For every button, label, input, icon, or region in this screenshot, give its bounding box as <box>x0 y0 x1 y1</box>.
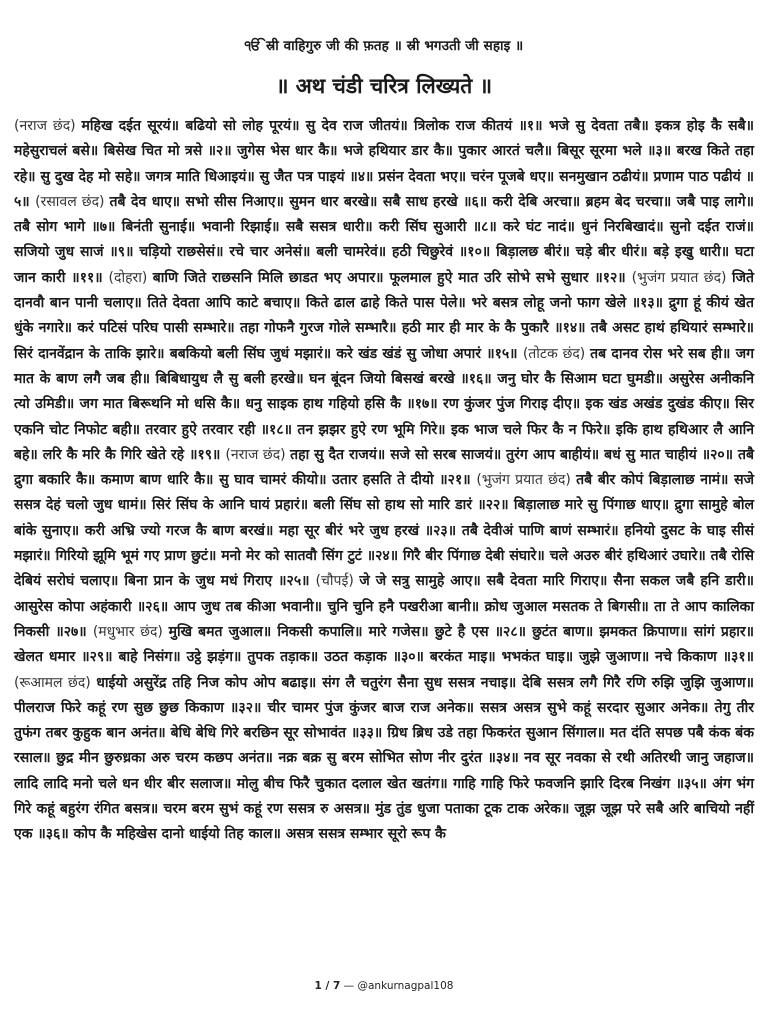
meter-label: (नराज छंद) <box>14 118 82 134</box>
meter-label: (नराज छंद) <box>225 446 291 463</box>
verse-text: धाईयो असुरेंद्र तहि निज कोप ओप बढाइ॥ संग लै चतुरंग सैना सुध ससत्र नचाइ॥ देबि ससत्र लगै गिरै रणि रुझि जुझि जुआण॥ पीलराज फिरे कहूं रण सुछ छुछ किकाण ॥३२॥ चीर चामर पुंज कुंजर बाज राज अनेक॥ ससत्र असत्र सुभे कहूं सरदार सुआर अनेक॥ तेगु तीर तुफंग तबर कुहुक बान अनंत॥ बेधि बेधि गिरे बरछिन सूर सोभावंत ॥३३॥ ग्रिध ब्रिध उडे तहा फिकरंत सुआन सिंगाल॥ मत दंति सपछ पबै कंक बंक रसाल॥ छुद्र मीन छुरुध्रका अरु चरम कछप अनंत॥ नक्र बक्र सु बरम सोभित सोण नीर दुरंत ॥३४॥ नव सूर नवका से रथी अतिरथी जानु जहाज॥ लादि लादि मनो चले धन धीर बीर सलाज॥ मोलु बीच फिरै चुकात दलाल खेत खतंग॥ गाहि गाहि फिरे फवजनि झारि दिरब निखंग ॥३५॥ अंग भंग गिरे कहूं बहुरंग रंगित बसत्र॥ चरम बरम सुभं कहूं रण ससत्र रु असत्र॥ मुंड तुंड धुजा पताका टूक टाक अरेक॥ जूझ जूझ परे सबै अरि बाचियो नहीं एक ॥३६॥ कोप कै महिखेस दानो धाईयो तिह काल॥ असत्र ससत्र सम्भार सूरो रूप कै <box>14 674 754 843</box>
verse-text: तहा सु दैत राजयं॥ सजे सो सरब साजयं॥ तुरंग आप बाहीयं॥ बधं सु मात चाहीयं ॥२०॥ तबै द्रुगा बकारि कै॥ कमाण बाण धारि कै॥ सु घाव चामरं कीयो॥ उतार हसति ते दीयो ॥२१॥ <box>14 446 754 489</box>
verse-text: तबै बीर कोपं बिड़ालाछ नामं॥ सजे ससत्र देहं चलो जुध धामं॥ सिरं सिंघ के आनि घायं प्रहारं॥ बली सिंघ सो हाथ सो मारि डारं ॥२२॥ बिड़ालाछ मारे सु पिंगाछ धाए॥ द्रुगा सामुहे बोल बांके सुनाए॥ करी अभ्रि ज्यो गरज कै बाण बरखं॥ महा सूर बीरं भरे जुध हरखं ॥२३॥ तबै देवीअं पाणि बाणं सम्भारं॥ हनियो दुसट के घाइ सीसं मझारं॥ गिरियो झूमि भूमं गए प्राण छुटं॥ मनो मेर को सातवौ सिंग टुटं ॥२४॥ गिरै बीर पिंगाछ देबी संघारे॥ चले अउरु बीरं हथिआरं उघारे॥ तबै रोसि देबियं सरोघं चलाए॥ बिना प्रान के जुध मधं गिराए ॥२५॥ <box>14 472 755 590</box>
meter-label: (रूआमल छंद) <box>14 674 97 691</box>
verse-text: तबै देव धाए॥ सभो सीस निआए॥ सुमन धार बरखे॥ सबै साध हरखे ॥६॥ करी देबि अरचा॥ ब्रहम बेद चरचा॥ जबै पाइ लागे॥ तबै सोग भागे ॥७॥ बिनंती सुनाई॥ भवानी रिझाई॥ सबै ससत्र धारी॥ करी सिंघ सुआरी ॥८॥ करे घंट नादं॥ धुनं निरबिखादं॥ सुनो दईत राजं॥ सजियो जुध साजं ॥९॥ चड़ियो राछसेसं॥ रचे चार अनेसं॥ बली चामरेवं॥ हठी चिछुरेवं ॥१०॥ बिड़ालछ बीरं॥ चड़े बीर धीरं॥ बड़े इखु धारी॥ घटा जान कारी ॥११॥ <box>14 193 754 286</box>
verse-text: मुखि बमत जुआल॥ निकसी कपालि॥ मारे गजेस॥ छुटे है एस ॥२८॥ छुटंत बाण॥ झमकत क्रिपाण॥ सांगं प्रहार॥ खेलत धमार ॥२९॥ बाहे निसंग॥ उट्ठे झड़ंग॥ तुपक तड़ाक॥ उठत कड़ाक ॥३०॥ बरकंत माइ॥ भभकंत घाइ॥ जुझे जुआण॥ नचे किकाण ॥३१॥ <box>14 623 754 666</box>
footer-separator: — <box>340 980 358 992</box>
meter-label: (भुजंग प्रयात छंद) <box>476 472 577 489</box>
meter-label: (तोटक छंद) <box>522 345 591 362</box>
page-number: 1 / 7 <box>314 980 341 992</box>
page-footer <box>0 980 768 992</box>
body-text <box>14 114 754 848</box>
meter-label: (मधुभार छंद) <box>92 623 169 640</box>
meter-label: (रसावल छंद) <box>35 193 110 210</box>
meter-label: (भुजंग प्रयात छंद) <box>631 269 732 286</box>
verse-text: जिते दानवौ बान पानी चलाए॥ तिते देवता आपि काटे बचाए॥ किते ढाल ढाहे किते पास पेले॥ भरे बसत्र लोहू जनो फाग खेले ॥१३॥ द्रुगा हूं कीयं खेत धुंके नगारे॥ करं पटिसं परिघ पासी सम्भारे॥ तहा गोफनै गुरज गोले सम्भारै॥ हठी मार ही मार के कै पुकारै ॥१४॥ तबै असट हाथं हथियारं सम्भारे॥ सिरं दानवेंद्रान के ताकि झारे॥ बबकियो बली सिंघ जुधं मझारं॥ करे खंड खंडं सु जोधा अपारं ॥१५॥ <box>14 269 754 362</box>
verse-text: तब दानव रोस भरे सब ही॥ जग मात के बाण लगै जब ही॥ बिबिधायुध लै सु बली हरखे॥ घन बूंदन जियो बिसखं बरखे ॥१६॥ जनु घोर कै सिआम घटा घुमडी॥ असुरेस अनीकनि त्यो उमिडी॥ जग मात बिरूथनि मो धसि कै॥ धनु साइक हाथ गहियो हसि कै ॥१७॥ रण कुंजर पुंज गिराइ दीए॥ इक खंड अखंड दुखंड कीए॥ सिर एकनि चोट निफोट बही॥ तरवार हुऐ तरवार रही ॥१८॥ तन झझर हुऐ रण भूमि गिरे॥ इक भाज चले फिर कै न फिरे॥ इकि हाथ हथिआर लै आनि बहे॥ लरि कै मरि कै गिरि खेते रहे ॥१९॥ <box>14 345 754 463</box>
page-title: ॥ अथ चंडी चरित्र लिख्यते ॥ <box>275 74 493 98</box>
meter-label: (दोहरा) <box>108 269 153 286</box>
verse-text: बाणि जिते राछसनि मिलि छाडत भए अपार॥ फूलमाल हुऐ मात उरि सोभे सभे सुधार ॥१२॥ <box>152 269 632 286</box>
verse-text: जे जे सत्रु सामुहे आए॥ सबै देवता मारि गिराए॥ सैना सकल जबै हनि डारी॥ आसुरेस कोपा अहंकारी ॥२६॥ आप जुध तब कीआ भवानी॥ चुनि चुनि हनै पखरीआ बानी॥ क्रोध जुआल मसतक ते बिगसी॥ ता ते आप कालिका निकसी ॥२७॥ <box>14 573 755 640</box>
verse-text: महिख दईत सूरयं॥ बढियो सो लोह पूरयं॥ सु देव राज जीतयं॥ त्रिलोक राज कीतयं ॥१॥ भजे सु देवता तबै॥ इकत्र होइ कै सबै॥ महेसुराचलं बसे॥ बिसेख चित मो त्रसे ॥२॥ जुगेस भेस धार कै॥ भजे हथियार डार कै॥ पुकार आरतं चलै॥ बिसूर सूरमा भले ॥३॥ बरख किते तहा रहे॥ सु दुख देह मो सहे॥ जगत्र माति धिआइयं॥ सु जैत पत्र पाइयं ॥४॥ प्रसंन देवता भए॥ चरंन पूजबे धए॥ सनमुखान ठढीयं॥ प्रणाम पाठ पढीयं ॥५॥ <box>14 118 754 210</box>
invocation-line: ੴ स्री वाहिगुरु जी की फ़तह ॥ स्री भगउती जी सहाइ ॥ <box>244 38 524 54</box>
meter-label: (चौपई) <box>315 573 360 590</box>
author-handle: @ankurnagpal108 <box>357 980 454 992</box>
